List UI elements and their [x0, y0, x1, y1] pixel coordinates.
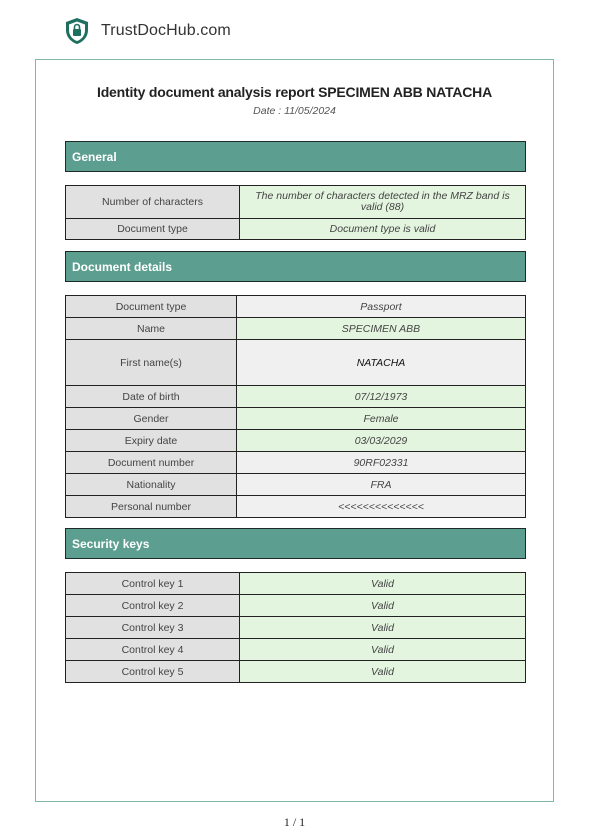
table-row	[66, 452, 526, 474]
row-value: 90RF02331	[237, 452, 526, 474]
row-label: Control key 3	[66, 617, 240, 639]
row-value: NATACHA	[237, 340, 526, 386]
table-row	[66, 639, 526, 661]
row-label: Name	[66, 318, 237, 340]
table-row	[66, 318, 526, 340]
row-value: Document type is valid	[240, 219, 526, 240]
row-label: Date of birth	[66, 386, 237, 408]
row-value: Valid	[240, 595, 526, 617]
report-title: Identity document analysis report SPECIMEN ABB NATACHA	[97, 84, 492, 100]
row-value: Valid	[240, 661, 526, 683]
table-row	[66, 408, 526, 430]
row-value: Female	[237, 408, 526, 430]
table-row	[66, 340, 526, 386]
shield-lock-icon	[64, 17, 90, 45]
table-row	[66, 661, 526, 683]
row-value: The number of characters detected in the MRZ band is valid (88)	[240, 186, 526, 219]
row-label: Number of characters	[66, 186, 240, 219]
row-label: Expiry date	[66, 430, 237, 452]
row-label: Document type	[66, 296, 237, 318]
row-value: 03/03/2029	[237, 430, 526, 452]
row-value: FRA	[237, 474, 526, 496]
row-label: Nationality	[66, 474, 237, 496]
row-label: Control key 5	[66, 661, 240, 683]
table-row	[66, 219, 526, 240]
section-general-header: General	[65, 141, 526, 172]
table-row	[66, 573, 526, 595]
row-label: Control key 1	[66, 573, 240, 595]
row-label: Document type	[66, 219, 240, 240]
section-security-header: Security keys	[65, 528, 526, 559]
row-value: SPECIMEN ABB	[237, 318, 526, 340]
row-value: Passport	[237, 296, 526, 318]
details-table	[65, 295, 526, 518]
table-row	[66, 386, 526, 408]
general-table	[65, 185, 526, 240]
page-number: 1 / 1	[283, 815, 306, 829]
table-row	[66, 296, 526, 318]
row-value: 07/12/1973	[237, 386, 526, 408]
row-label: First name(s)	[66, 340, 237, 386]
table-row	[66, 474, 526, 496]
section-details-header: Document details	[65, 251, 526, 282]
row-label: Control key 4	[66, 639, 240, 661]
row-label: Control key 2	[66, 595, 240, 617]
table-row	[66, 595, 526, 617]
row-value: <<<<<<<<<<<<<<	[237, 496, 526, 518]
row-value: Valid	[240, 573, 526, 595]
report-date: Date : 11/05/2024	[253, 105, 336, 117]
row-label: Personal number	[66, 496, 237, 518]
row-label: Gender	[66, 408, 237, 430]
brand-name: TrustDocHub.com	[101, 22, 231, 39]
row-value: Valid	[240, 639, 526, 661]
security-table	[65, 572, 526, 683]
table-row	[66, 496, 526, 518]
table-row	[66, 430, 526, 452]
row-label: Document number	[66, 452, 237, 474]
row-value: Valid	[240, 617, 526, 639]
table-row	[66, 617, 526, 639]
brand-header	[64, 16, 231, 46]
table-row	[66, 186, 526, 219]
